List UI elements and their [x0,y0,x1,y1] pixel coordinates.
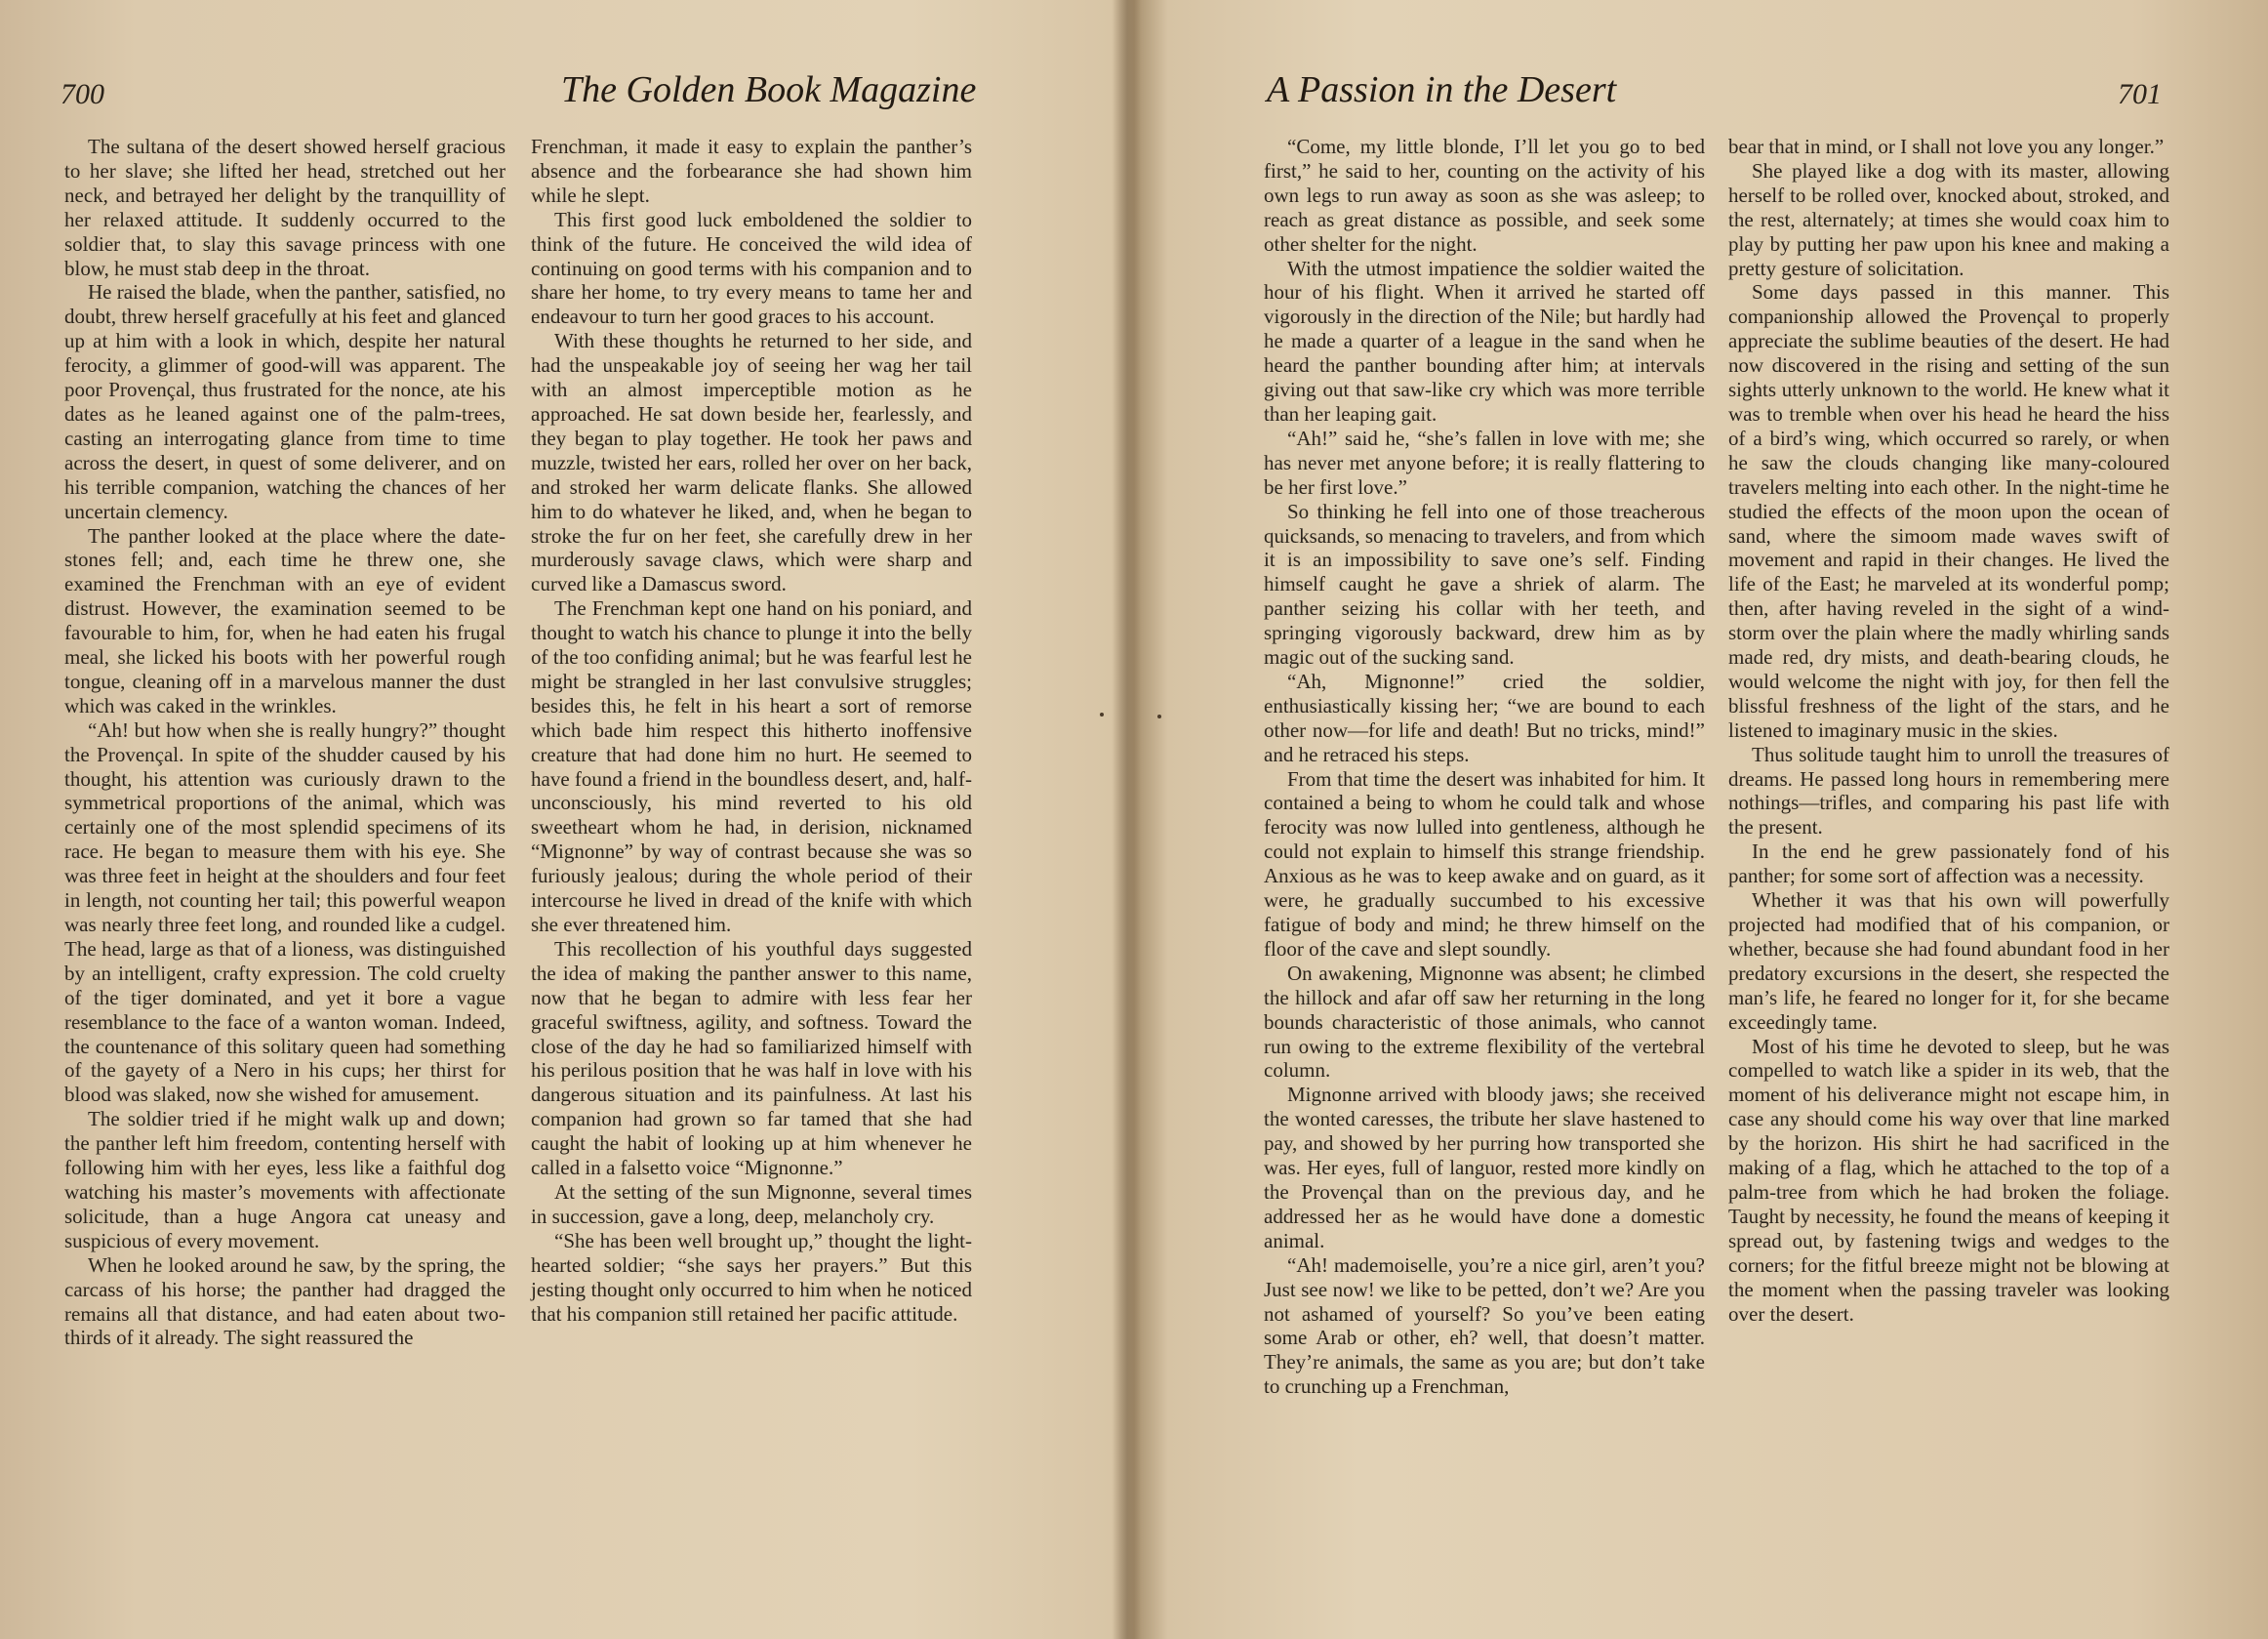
paragraph: At the setting of the sun Mignonne, several times in succession, gave a long, deep, melancholy cry. [531,1179,972,1228]
paragraph: “Come, my little blonde, I’ll let you go to bed first,” he said to her, counting on the activity of his own legs to run away as soon as she was asleep; to reach as great distance as possible, and seek some other shelter for the night. [1264,135,1705,256]
left-page [0,0,1122,1639]
paragraph: The panther looked at the place where the date-stones fell; and, each time he threw one, she examined the Frenchman with an eye of evident distrust. However, the examination seemed to be favourable to him, for, when he had eaten his frugal meal, she licked his boots with her powerful rough tongue, cleaning off in a marvelous manner the dust which was caked in the wrinkles. [64,523,506,717]
paragraph: On awakening, Mignonne was absent; he climbed the hillock and afar off saw her returning in the long bounds characteristic of those animals, who cannot run owing to the extreme flexibility of the vertebral column. [1264,961,1705,1083]
right-page-column-2 [1728,135,2169,1326]
paragraph: With the utmost impatience the soldier waited the hour of his flight. When it arrived he started off vigorously in the direction of the Nile; but hardly had he made a quarter of a league in the sand when he heard the panther bounding after him; at intervals giving out that saw-like cry which was more terrible than her leaping gait. [1264,256,1705,426]
paragraph: “Ah! mademoiselle, you’re a nice girl, aren’t you? Just see now! we like to be petted, don’t we? Are you not ashamed of yourself? So you’ve been eating some Arab or other, eh? well, that doesn’t matter. They’re animals, the same as you are; but don’t take to crunching up a Frenchman, [1264,1252,1705,1399]
page-number: 701 [2118,78,2162,110]
paragraph: This recollection of his youthful days suggested the idea of making the panther answer to this name, now that he began to admire with less fear her graceful swiftness, agility, and softness. Toward the close of the day he had so familiarized himself with his perilous position that he was half in love with his dangerous situation and its painfulness. At last his companion had grown so far tamed that she had caught the habit of looking up at him whenever he called in a falsetto voice “Mignonne.” [531,936,972,1180]
paragraph: She played like a dog with its master, allowing herself to be rolled over, knocked about, stroked, and the rest, alternately; at times she would coax him to play by putting her paw upon his knee and making a pretty gesture of solicitation. [1728,158,2169,280]
paragraph: “Ah! but how when she is really hungry?” thought the Provençal. In spite of the shudder caused by his thought, his attention was curiously drawn to the symmetrical proportions of the animal, which was certainly one of the most splendid specimens of its race. He began to measure them with his eye. She was three feet in height at the shoulders and four feet in length, not counting her tail; this powerful weapon was nearly three feet long, and rounded like a cudgel. The head, large as that of a lioness, was distinguished by an intelligent, crafty expression. The cold cruelty of the tiger dominated, and yet it bore a vague resemblance to the face of a wanton woman. Indeed, the countenance of this solitary queen had something of the gayety of a Nero in his cups; her thirst for blood was slaked, now she wished for amusement. [64,717,506,1107]
paragraph: Mignonne arrived with bloody jaws; she received the wonted caresses, the tribute her slave hastened to pay, and showed by her purring how transported she was. Her eyes, full of languor, rested more kindly on the Provençal than on the previous day, and he addressed her as he would have done a domestic animal. [1264,1083,1705,1252]
left-page-column-1 [64,135,506,1350]
paragraph: With these thoughts he returned to her side, and had the unspeakable joy of seeing her wag her tail with an almost imperceptible motion as he approached. He sat down beside her, fearlessly, and they began to play together. He took her paws and muzzle, twisted her ears, rolled her over on her back, and stroked her warm delicate flanks. She allowed him to do whatever he liked, and, when he began to stroke the fur on her feet, she carefully drew in her murderously savage claws, which were sharp and curved like a Damascus sword. [531,329,972,596]
right-page [1137,0,2268,1639]
paragraph: This first good luck emboldened the soldier to think of the future. He conceived the wild idea of continuing on good terms with his companion and to share her home, to try every means to tame her and endeavour to turn her good graces to his account. [531,207,972,329]
page-number: 700 [61,78,104,110]
paragraph: Some days passed in this manner. This companionship allowed the Provençal to properly appreciate the sublime beauties of the desert. He had now discovered in the rising and setting of the sun sights utterly unknown to the world. He knew what it was to tremble when over his head he heard the hiss of a bird’s wing, which occurred so rarely, or when he saw the clouds changing like many-coloured travelers melting into each other. In the night-time he studied the effects of the moon upon the ocean of sand, where the simoom made waves swift of movement and rapid in their changes. He lived the life of the East; he marveled at its wonderful pomp; then, after having reveled in the sight of a wind-storm over the plain where the madly whirling sands made red, dry mists, and death-bearing clouds, he would welcome the night with joy, for then fell the blissful freshness of the light of the stars, and he listened to imaginary music in the skies. [1728,280,2169,742]
running-title: The Golden Book Magazine [561,69,977,110]
paragraph: In the end he grew passionately fond of his panther; for some sort of affection was a necessity. [1728,840,2169,888]
paragraph: Most of his time he devoted to sleep, but he was compelled to watch like a spider in its web, that the moment of his deliverance might not escape him, in case any should come his way over that line marked by the horizon. His shirt he had sacrificed in the making of a flag, which he attached to the top of a palm-tree from which he had broken the foliage. Taught by necessity, he found the means of keeping it spread out, by fastening twigs and wedges to the corners; for the fitful breeze might not be blowing at the moment when the passing traveler was looking over the desert. [1728,1034,2169,1326]
paragraph: From that time the desert was inhabited for him. It contained a being to whom he could talk and whose ferocity was now lulled into gentleness, although he could not explain to himself this strange friendship. Anxious as he was to keep awake and on guard, as it were, he gradually succumbed to his excessive fatigue of body and mind; he threw himself on the floor of the cave and slept soundly. [1264,766,1705,961]
paragraph: bear that in mind, or I shall not love you any longer.” [1728,135,2165,158]
paragraph: When he looked around he saw, by the spring, the carcass of his horse; the panther had dragged the remains all that distance, and had eaten about two-thirds of it already. The sight reassured the [64,1252,506,1350]
paragraph: “Ah, Mignonne!” cried the soldier, enthusiastically kissing her; “we are bound to each other now—for life and death! But no tricks, mind!” and he retraced his steps. [1264,669,1705,766]
paragraph: He raised the blade, when the panther, satisfied, no doubt, threw herself gracefully at his feet and glanced up at him with a look in which, despite her natural ferocity, a glimmer of good-will was apparent. The poor Provençal, thus frustrated for the nonce, ate his dates as he leaned against one of the palm-trees, casting an interrogating glance from time to time across the desert, in quest of some deliverer, and on his terrible companion, watching the chances of her uncertain clemency. [64,280,506,523]
paragraph: So thinking he fell into one of those treacherous quicksands, so menacing to travelers, and from which it is an impossibility to save one’s self. Finding himself caught he gave a shriek of alarm. The panther seizing his collar with her teeth, and springing vigorously backward, drew him as by magic out of the sucking sand. [1264,499,1705,670]
right-page-header [1137,61,2268,119]
paragraph: “She has been well brought up,” thought the light-hearted soldier; “she says her prayers.” But this jesting thought only occurred to him when he noticed that his companion still retained her pacific attitude. [531,1228,972,1326]
paragraph: The soldier tried if he might walk up and down; the panther left him freedom, contenting herself with following him with her eyes, less like a faithful dog watching his master’s movements with affectionate solicitude, than a huge Angora cat uneasy and suspicious of every movement. [64,1107,506,1252]
paragraph: The Frenchman kept one hand on his poniard, and thought to watch his chance to plunge it into the belly of the too confiding animal; but he was fearful lest he might be strangled in her last convulsive struggles; besides this, he felt in his heart a sort of remorse which bade him respect this hitherto inoffensive creature that had done him no hurt. He seemed to have found a friend in the boundless desert, and, half-unconsciously, his mind reverted to his old sweetheart whom he had, in derision, nicknamed “Mignonne” by way of contrast because she was so furiously jealous; during the whole period of their intercourse he lived in dread of the knife with which she ever threatened him. [531,596,972,936]
left-page-column-2 [531,135,972,1326]
right-page-column-1 [1264,135,1705,1399]
paragraph: Whether it was that his own will powerfully projected had modified that of his companion, or whether, because she had found abundant food in her predatory excursions in the desert, she respected the man’s life, he feared no longer for it, for she became exceedingly tame. [1728,888,2169,1034]
paragraph: Frenchman, it made it easy to explain the panther’s absence and the forbearance she had shown him while he slept. [531,135,972,207]
running-title: A Passion in the Desert [1267,69,1617,110]
paragraph: The sultana of the desert showed herself gracious to her slave; she lifted her head, stretched out her neck, and betrayed her delight by the tranquillity of her relaxed attitude. It suddenly occurred to the soldier that, to slay this savage princess with one blow, he must stab deep in the throat. [64,135,506,280]
paragraph: “Ah!” said he, “she’s fallen in love with me; she has never met anyone before; it is really flattering to be her first love.” [1264,426,1705,499]
left-page-header [0,61,1122,119]
paragraph: Thus solitude taught him to unroll the treasures of dreams. He passed long hours in remembering mere nothings—trifles, and comparing his past life with the present. [1728,742,2169,840]
